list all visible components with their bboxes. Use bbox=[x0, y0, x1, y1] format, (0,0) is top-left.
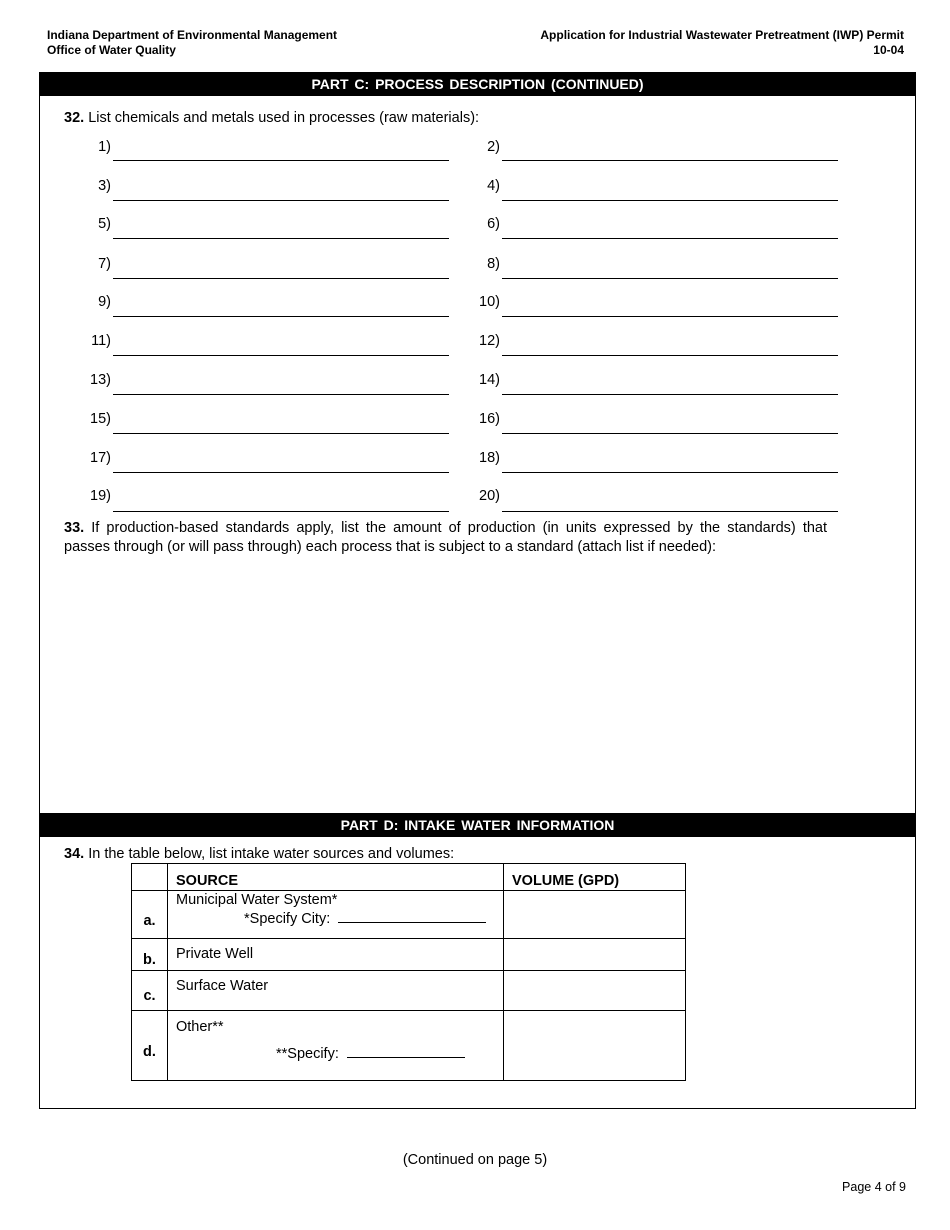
chemical-field-11[interactable] bbox=[113, 355, 449, 356]
question-32-text: List chemicals and metals used in processes (raw materials): bbox=[88, 110, 480, 126]
chemical-field-16[interactable] bbox=[502, 433, 838, 434]
agency-header bbox=[47, 28, 337, 58]
volume-cell-other[interactable] bbox=[504, 1011, 686, 1081]
source-cell bbox=[168, 891, 504, 939]
question-34 bbox=[64, 845, 454, 864]
chemical-field-7[interactable] bbox=[113, 278, 449, 279]
header-empty-cell bbox=[132, 864, 168, 891]
row-letter: c. bbox=[132, 971, 168, 1011]
row-letter: d. bbox=[132, 1011, 168, 1081]
chemical-label-5: 5) bbox=[98, 216, 111, 232]
question-32-number: 32. bbox=[64, 110, 85, 126]
form-title: Application for Industrial Wastewater Pretreatment (IWP) Permit bbox=[540, 28, 904, 42]
source-cell bbox=[168, 1011, 504, 1081]
page-number: Page 4 of 9 bbox=[842, 1180, 906, 1194]
chemical-label-6: 6) bbox=[487, 216, 500, 232]
table-row bbox=[132, 939, 686, 971]
specify-city-field[interactable] bbox=[338, 909, 486, 923]
question-33-number: 33. bbox=[64, 520, 85, 536]
continued-note: (Continued on page 5) bbox=[402, 1152, 548, 1168]
chemical-label-13: 13) bbox=[90, 372, 111, 388]
intake-water-table bbox=[131, 863, 686, 1081]
chemical-label-4: 4) bbox=[487, 178, 500, 194]
source-label: Private Well bbox=[168, 939, 504, 971]
question-34-number: 34. bbox=[64, 846, 85, 862]
chemical-label-9: 9) bbox=[98, 294, 111, 310]
chemical-label-10: 10) bbox=[479, 294, 500, 310]
source-column-header: SOURCE bbox=[168, 864, 504, 891]
chemical-field-4[interactable] bbox=[502, 200, 838, 201]
specify-other-field[interactable] bbox=[347, 1044, 465, 1058]
chemical-label-19: 19) bbox=[90, 488, 111, 504]
chemical-label-1: 1) bbox=[98, 139, 111, 155]
chemical-field-20[interactable] bbox=[502, 511, 838, 512]
volume-cell-municipal[interactable] bbox=[504, 891, 686, 939]
agency-name: Indiana Department of Environmental Management bbox=[47, 28, 338, 42]
chemical-field-12[interactable] bbox=[502, 355, 838, 356]
chemical-field-15[interactable] bbox=[113, 433, 449, 434]
volume-column-header: VOLUME (GPD) bbox=[504, 864, 686, 891]
chemical-label-2: 2) bbox=[487, 139, 500, 155]
chemical-field-3[interactable] bbox=[113, 200, 449, 201]
chemical-field-1[interactable] bbox=[113, 160, 449, 161]
chemical-label-14: 14) bbox=[479, 372, 500, 388]
table-row bbox=[132, 1011, 686, 1081]
office-name: Office of Water Quality bbox=[47, 43, 176, 57]
chemical-label-12: 12) bbox=[479, 333, 500, 349]
production-response-area[interactable] bbox=[64, 563, 864, 803]
volume-cell-private-well[interactable] bbox=[504, 939, 686, 971]
chemical-field-2[interactable] bbox=[502, 160, 838, 161]
chemical-label-3: 3) bbox=[98, 178, 111, 194]
chemical-field-6[interactable] bbox=[502, 238, 838, 239]
chemical-field-13[interactable] bbox=[113, 394, 449, 395]
chemical-label-20: 20) bbox=[479, 488, 500, 504]
table-row bbox=[132, 971, 686, 1011]
row-letter: a. bbox=[132, 891, 168, 939]
chemical-label-16: 16) bbox=[479, 411, 500, 427]
volume-cell-surface-water[interactable] bbox=[504, 971, 686, 1011]
chemical-field-14[interactable] bbox=[502, 394, 838, 395]
part-c-title: PART C: PROCESS DESCRIPTION (CONTINUED) bbox=[40, 73, 915, 96]
part-d-section bbox=[39, 813, 916, 1109]
chemical-field-8[interactable] bbox=[502, 278, 838, 279]
source-label: Municipal Water System* bbox=[176, 892, 338, 908]
question-32 bbox=[64, 109, 479, 128]
chemical-label-7: 7) bbox=[98, 256, 111, 272]
chemical-label-8: 8) bbox=[487, 256, 500, 272]
chemical-field-17[interactable] bbox=[113, 472, 449, 473]
source-label: Other** bbox=[176, 1019, 224, 1035]
chemical-label-18: 18) bbox=[479, 450, 500, 466]
row-letter: b. bbox=[132, 939, 168, 971]
form-header bbox=[540, 28, 904, 58]
chemical-field-18[interactable] bbox=[502, 472, 838, 473]
part-c-section bbox=[39, 72, 916, 814]
question-34-text: In the table below, list intake water sources and volumes: bbox=[88, 846, 455, 862]
table-header-row bbox=[132, 864, 686, 891]
specify-city-label: *Specify City: bbox=[244, 911, 331, 927]
specify-other-row bbox=[176, 1044, 503, 1063]
chemical-field-19[interactable] bbox=[113, 511, 449, 512]
specify-city-row bbox=[176, 909, 503, 928]
source-label: Surface Water bbox=[168, 971, 504, 1011]
chemical-field-10[interactable] bbox=[502, 316, 838, 317]
question-33 bbox=[64, 519, 827, 557]
form-code: 10-04 bbox=[873, 43, 904, 57]
chemical-label-17: 17) bbox=[90, 450, 111, 466]
table-row bbox=[132, 891, 686, 939]
specify-other-label: **Specify: bbox=[276, 1046, 339, 1062]
chemical-label-11: 11) bbox=[91, 333, 111, 349]
part-d-title: PART D: INTAKE WATER INFORMATION bbox=[40, 814, 915, 837]
chemical-field-9[interactable] bbox=[113, 316, 449, 317]
question-33-text: If production-based standards apply, list the amount of production (in units expressed by the standards) that passes through (or will pass through) each process that is subject to a standard (attach list if needed): bbox=[64, 520, 828, 555]
chemical-field-5[interactable] bbox=[113, 238, 449, 239]
chemical-label-15: 15) bbox=[90, 411, 111, 427]
